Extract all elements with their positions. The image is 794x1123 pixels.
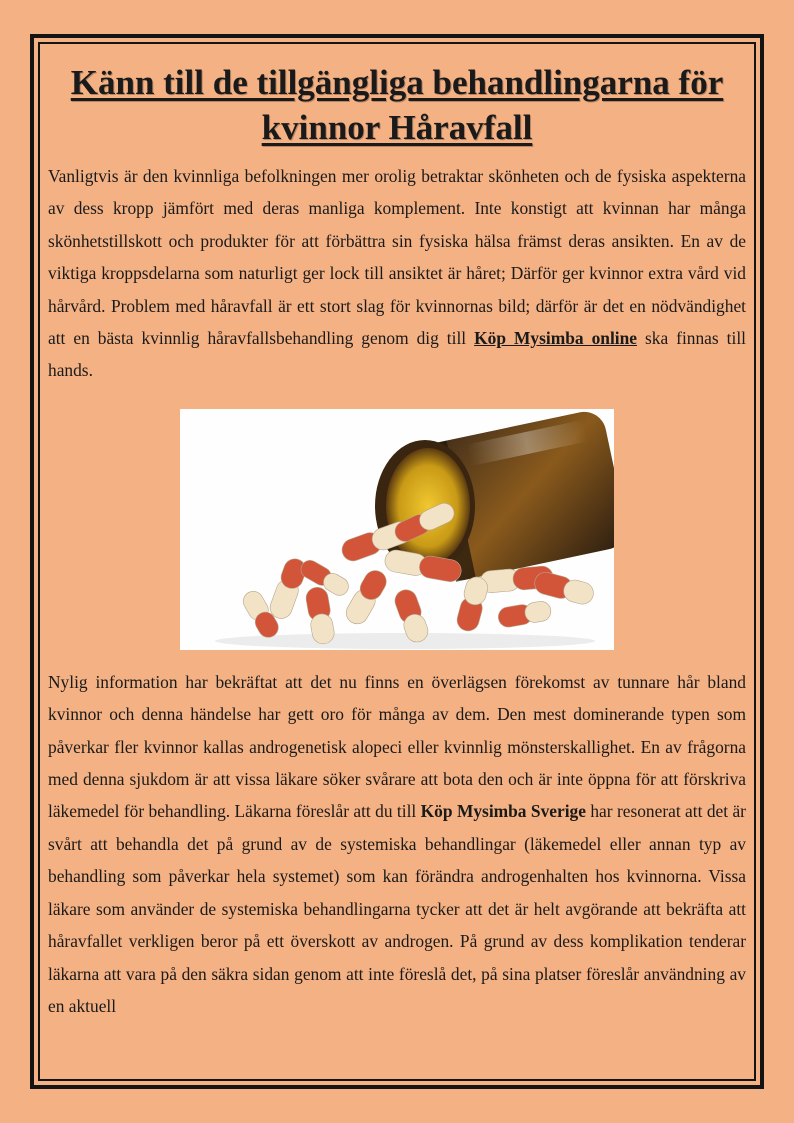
pill-bottle-illustration [180, 409, 614, 650]
buy-mysimba-sverige-text: Köp Mysimba Sverige [420, 801, 586, 822]
article-title: Känn till de tillgängliga behandlingarna för kvinnor Håravfall [70, 63, 724, 147]
pill-bottle-image [180, 409, 614, 650]
paragraph-2-text: Nylig information har bekräftat att det nu finns en överlägsen förekomst av tunnare hår bland kvinnor och denna händelse har gett oro för många av dem. Den mest dominerande typen som påverkar fler kvinnor kallas androgenetisk alopeci eller kvinnlig mönsterskallighet. En av frågorna med denna sjukdom är att vissa läkare söker svårare att bota den och är inte öppna för att förskriva läkemedel för behandling. Läkarna föreslår att du till [48, 671, 746, 822]
paragraph-1 [48, 160, 746, 387]
buy-mysimba-online-link[interactable]: Köp Mysimba online [474, 328, 637, 349]
paragraph-2 [48, 666, 746, 1022]
paragraph-1-tail: ska finnas till hands. [48, 328, 746, 381]
paragraph-1-text: Vanligtvis är den kvinnliga befolkningen mer orolig betraktar skönheten och de fysiska aspekterna av dess kropp jämfört med deras manliga komplement. Inte konstigt att kvinnan har många skönhetstillskott och produkter för att förbättra sin fysiska hälsa främst deras ansikten. En av de viktiga kroppsdelarna som naturligt ger lock till ansiktet är håret; Därför ger kvinnor extra vård vid hårvård. Problem med håravfall är ett stort slag för kvinnornas bild; därför är det en nödvändighet att en bästa kvinnlig håravfallsbehandling genom dig till [48, 166, 746, 349]
paragraph-2-tail: har resonerat att det är svårt att behandla det på grund av de systemiska behandlingar (läkemedel eller annan typ av behandling som påverkar hela systemet) som kan förändra androgenhalten hos kvinnorna. Vissa läkare som använder de systemiska behandlingarna tycker att det är helt avgörande att bekräfta att håravfallet verkligen beror på ett överskott av androgen. På grund av dess komplikation tenderar läkarna att vara på den säkra sidan genom att inte föreslå det, på sina platser föreslår användning av en aktuell [48, 801, 746, 1016]
article [48, 60, 746, 1075]
